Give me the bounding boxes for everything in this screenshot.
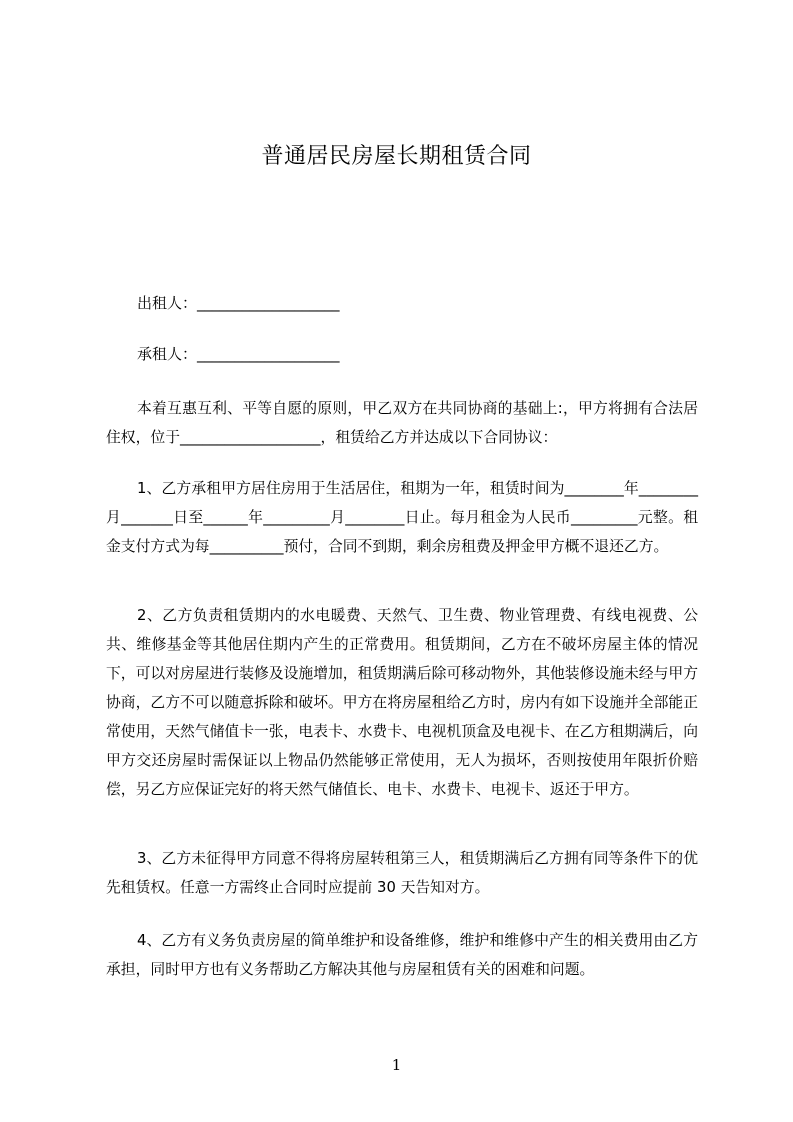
preamble-paragraph: 本着互惠互利、平等自愿的原则，甲乙双方在共同协商的基础上:，甲方将拥有合法居住权，位于___________________，租赁给乙方并达成以下合同协议： [106, 400, 698, 446]
clause-2-paragraph: 2、乙方负责租赁期内的水电暖费、天然气、卫生费、物业管理费、有线电视费、公共、维修基金等其他居住期内产生的正常费用。租赁期间，乙方在不破坏房屋主体的情况下，可以对房屋进行装修及设施增加，租赁期满后除可移动物外，其他装修设施未经与甲方协商，乙方不可以随意拆除和破坏。甲方在将房屋租给乙方时，房内有如下设施并全部能正常使用，天然气储值卡一张，电表卡、水费卡、电视机顶盒及电视卡、在乙方租期满后，向甲方交还房屋时需保证以上物品仍然能够正常使用，无人为损坏，否则按使用年限折价赔偿，另乙方应保证完好的将天然气储值长、电卡、水费卡、电视卡、返还于甲方。 [106, 607, 698, 798]
page-number: 1 [391, 1056, 402, 1074]
clause-3-paragraph: 3、乙方未征得甲方同意不得将房屋转租第三人，租赁期满后乙方拥有同等条件下的优先租赁权。任意一方需终止合同时应提前 30 天告知对方。 [106, 850, 698, 896]
lessor-field: 出租人：___________________ [137, 294, 340, 312]
lessee-field: 承租人：___________________ [137, 345, 340, 363]
clause-4-paragraph: 4、乙方有义务负责房屋的简单维护和设备维修，维护和维修中产生的相关费用由乙方承担，同时甲方也有义务帮助乙方解决其他与房屋租赁有关的困难和问题。 [106, 932, 698, 978]
clause-1-paragraph: 1、乙方承租甲方居住房用于生活居住，租期为一年，租赁时间为________年________月_______日至______年_________月________日止。每月租金为人民币_________元整。租金支付方式为每__________预付，合同不到期，剩余房租费及押金甲方概不退还乙方。 [106, 480, 698, 555]
contract-title: 普通居民房屋长期租赁合同 [261, 144, 532, 169]
